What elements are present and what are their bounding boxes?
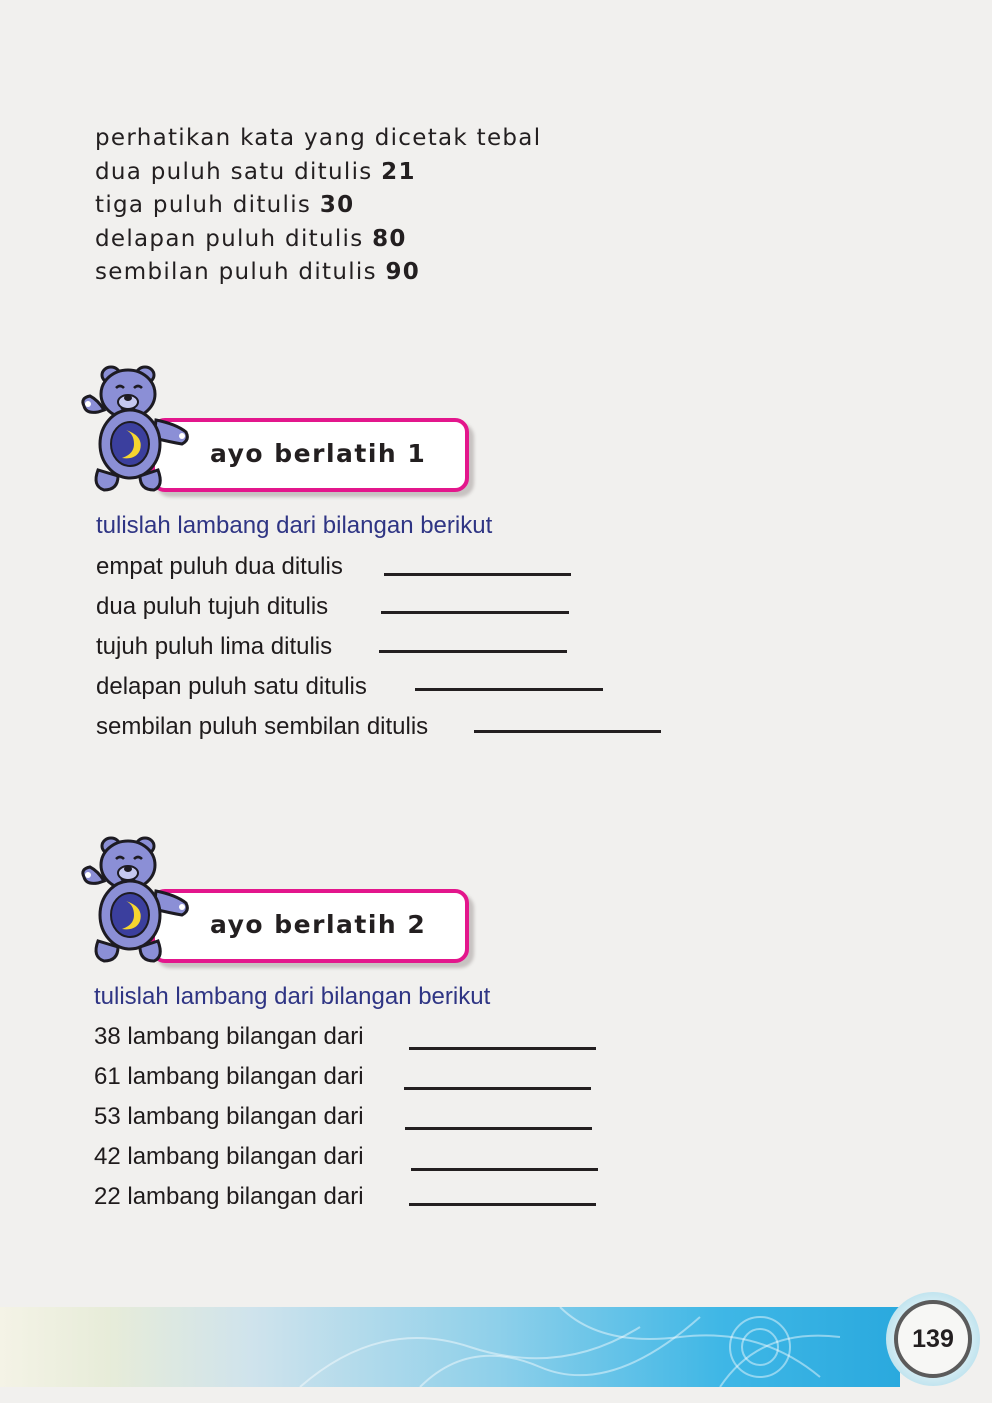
page-number-badge [886, 1292, 980, 1386]
instruction-text: tulislah lambang dari bilangan berikut [96, 512, 493, 539]
bear-mascot-icon [78, 833, 190, 963]
answer-blank[interactable] [415, 688, 603, 691]
exercise-item: empat puluh dua ditulis [96, 553, 343, 580]
exercise-item: 38 lambang bilangan dari [94, 1023, 364, 1050]
exercise-item: 22 lambang bilangan dari [94, 1183, 364, 1210]
bold-number: 90 [385, 259, 421, 285]
exercise-item: dua puluh tujuh ditulis [96, 593, 329, 620]
page-number: 139 [894, 1300, 972, 1378]
intro-line: tiga puluh ditulis 30 [95, 192, 355, 218]
section-title: ayo berlatih 2 [210, 910, 427, 939]
answer-blank[interactable] [409, 1047, 596, 1050]
answer-blank[interactable] [379, 650, 567, 653]
section-banner-1 [151, 418, 469, 492]
intro-text [95, 122, 541, 290]
answer-blank[interactable] [384, 573, 571, 576]
bold-number: 30 [319, 192, 355, 218]
exercise-item: 42 lambang bilangan dari [94, 1143, 364, 1170]
section-banner-2 [151, 889, 469, 963]
exercise-item: 53 lambang bilangan dari [94, 1103, 364, 1130]
instruction-text: tulislah lambang dari bilangan berikut [94, 983, 491, 1010]
intro-line: delapan puluh ditulis 80 [95, 225, 407, 252]
exercise-item: tujuh puluh lima ditulis [96, 633, 333, 660]
intro-line: dua puluh satu ditulis 21 [95, 158, 416, 185]
answer-blank[interactable] [411, 1168, 598, 1171]
answer-blank[interactable] [474, 730, 661, 733]
intro-line: perhatikan kata yang dicetak tebal [95, 125, 542, 151]
section-title: ayo berlatih 1 [210, 439, 427, 468]
answer-blank[interactable] [409, 1203, 596, 1206]
exercise-item: sembilan puluh sembilan ditulis [96, 713, 429, 740]
footer-pattern-icon [0, 1307, 900, 1387]
bold-number: 80 [372, 225, 407, 252]
bear-mascot-icon [78, 362, 190, 492]
answer-blank[interactable] [405, 1127, 592, 1130]
intro-line: sembilan puluh ditulis 90 [95, 259, 421, 285]
exercise-item: delapan puluh satu ditulis [96, 673, 367, 700]
bold-number: 21 [381, 158, 416, 185]
exercise-item: 61 lambang bilangan dari [94, 1063, 364, 1090]
answer-blank[interactable] [381, 611, 569, 614]
answer-blank[interactable] [404, 1087, 591, 1090]
footer-decoration [0, 1307, 900, 1387]
